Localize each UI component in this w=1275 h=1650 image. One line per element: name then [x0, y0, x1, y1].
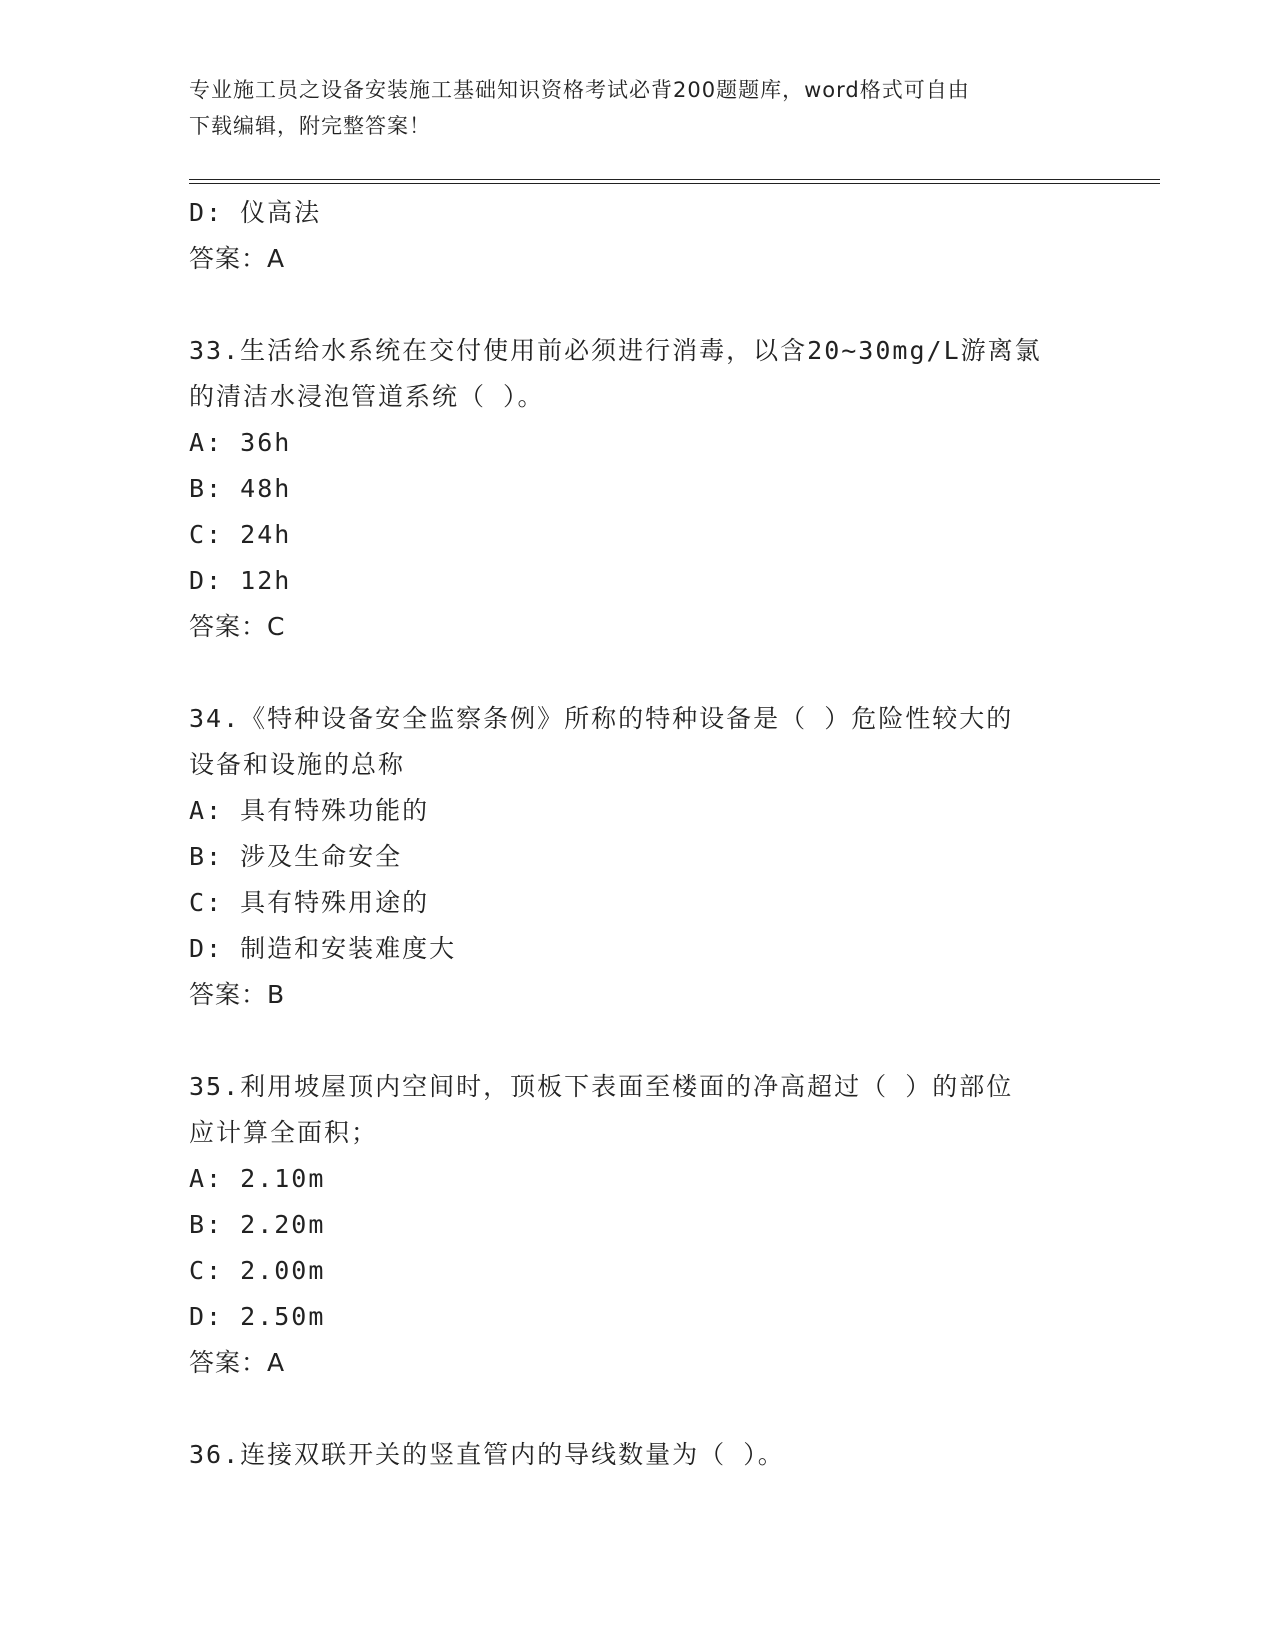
- answer-label: 答案：A: [189, 244, 286, 273]
- spacer: [189, 1386, 1089, 1432]
- option-b: B: 2.20m: [189, 1210, 326, 1239]
- option-c: C: 24h: [189, 520, 292, 549]
- spacer: [189, 650, 1089, 696]
- question-stem-line-1: 36.连接双联开关的竖直管内的导线数量为（ ）。: [189, 1440, 785, 1469]
- question-stem-line-2: 的清洁水浸泡管道系统（ ）。: [189, 382, 545, 411]
- option-b: B: 涉及生命安全: [189, 842, 403, 871]
- option-d: D: 12h: [189, 566, 292, 595]
- spacer: [189, 282, 1089, 328]
- header-divider: [189, 179, 1160, 184]
- option-a: A: 36h: [189, 428, 292, 457]
- option-d: D: 制造和安装难度大: [189, 934, 457, 963]
- option-a: A: 具有特殊功能的: [189, 796, 430, 825]
- question-stem-line-2: 设备和设施的总称: [189, 750, 406, 779]
- question-list: [189, 190, 1089, 1478]
- answer-label: 答案：C: [189, 612, 286, 641]
- spacer: [189, 1018, 1089, 1064]
- question-stem-line-2: 应计算全面积；: [189, 1118, 379, 1147]
- question-35: [189, 1064, 1089, 1386]
- question-36: [189, 1432, 1089, 1478]
- option-a: A: 2.10m: [189, 1164, 326, 1193]
- option-c: C: 具有特殊用途的: [189, 888, 430, 917]
- option-d: D: 仪高法: [189, 198, 322, 227]
- question-stem-line-1: 35.利用坡屋顶内空间时，顶板下表面至楼面的净高超过（ ）的部位: [189, 1072, 1014, 1101]
- option-b: B: 48h: [189, 474, 292, 503]
- page-header: [189, 72, 1089, 144]
- option-c: C: 2.00m: [189, 1256, 326, 1285]
- answer-label: 答案：B: [189, 980, 286, 1009]
- header-title-line-1: 专业施工员之设备安装施工基础知识资格考试必背200题题库，word格式可自由: [189, 78, 970, 102]
- question-stem-line-1: 34.《特种设备安全监察条例》所称的特种设备是（ ）危险性较大的: [189, 704, 1014, 733]
- question-stem-line-1: 33.生活给水系统在交付使用前必须进行消毒，以含20~30mg/L游离氯: [189, 336, 1042, 365]
- answer-label: 答案：A: [189, 1348, 286, 1377]
- question-34: [189, 696, 1089, 1018]
- question-33: [189, 328, 1089, 650]
- header-title-line-2: 下载编辑，附完整答案！: [189, 114, 431, 138]
- question-32-tail: [189, 190, 1089, 282]
- option-d: D: 2.50m: [189, 1302, 326, 1331]
